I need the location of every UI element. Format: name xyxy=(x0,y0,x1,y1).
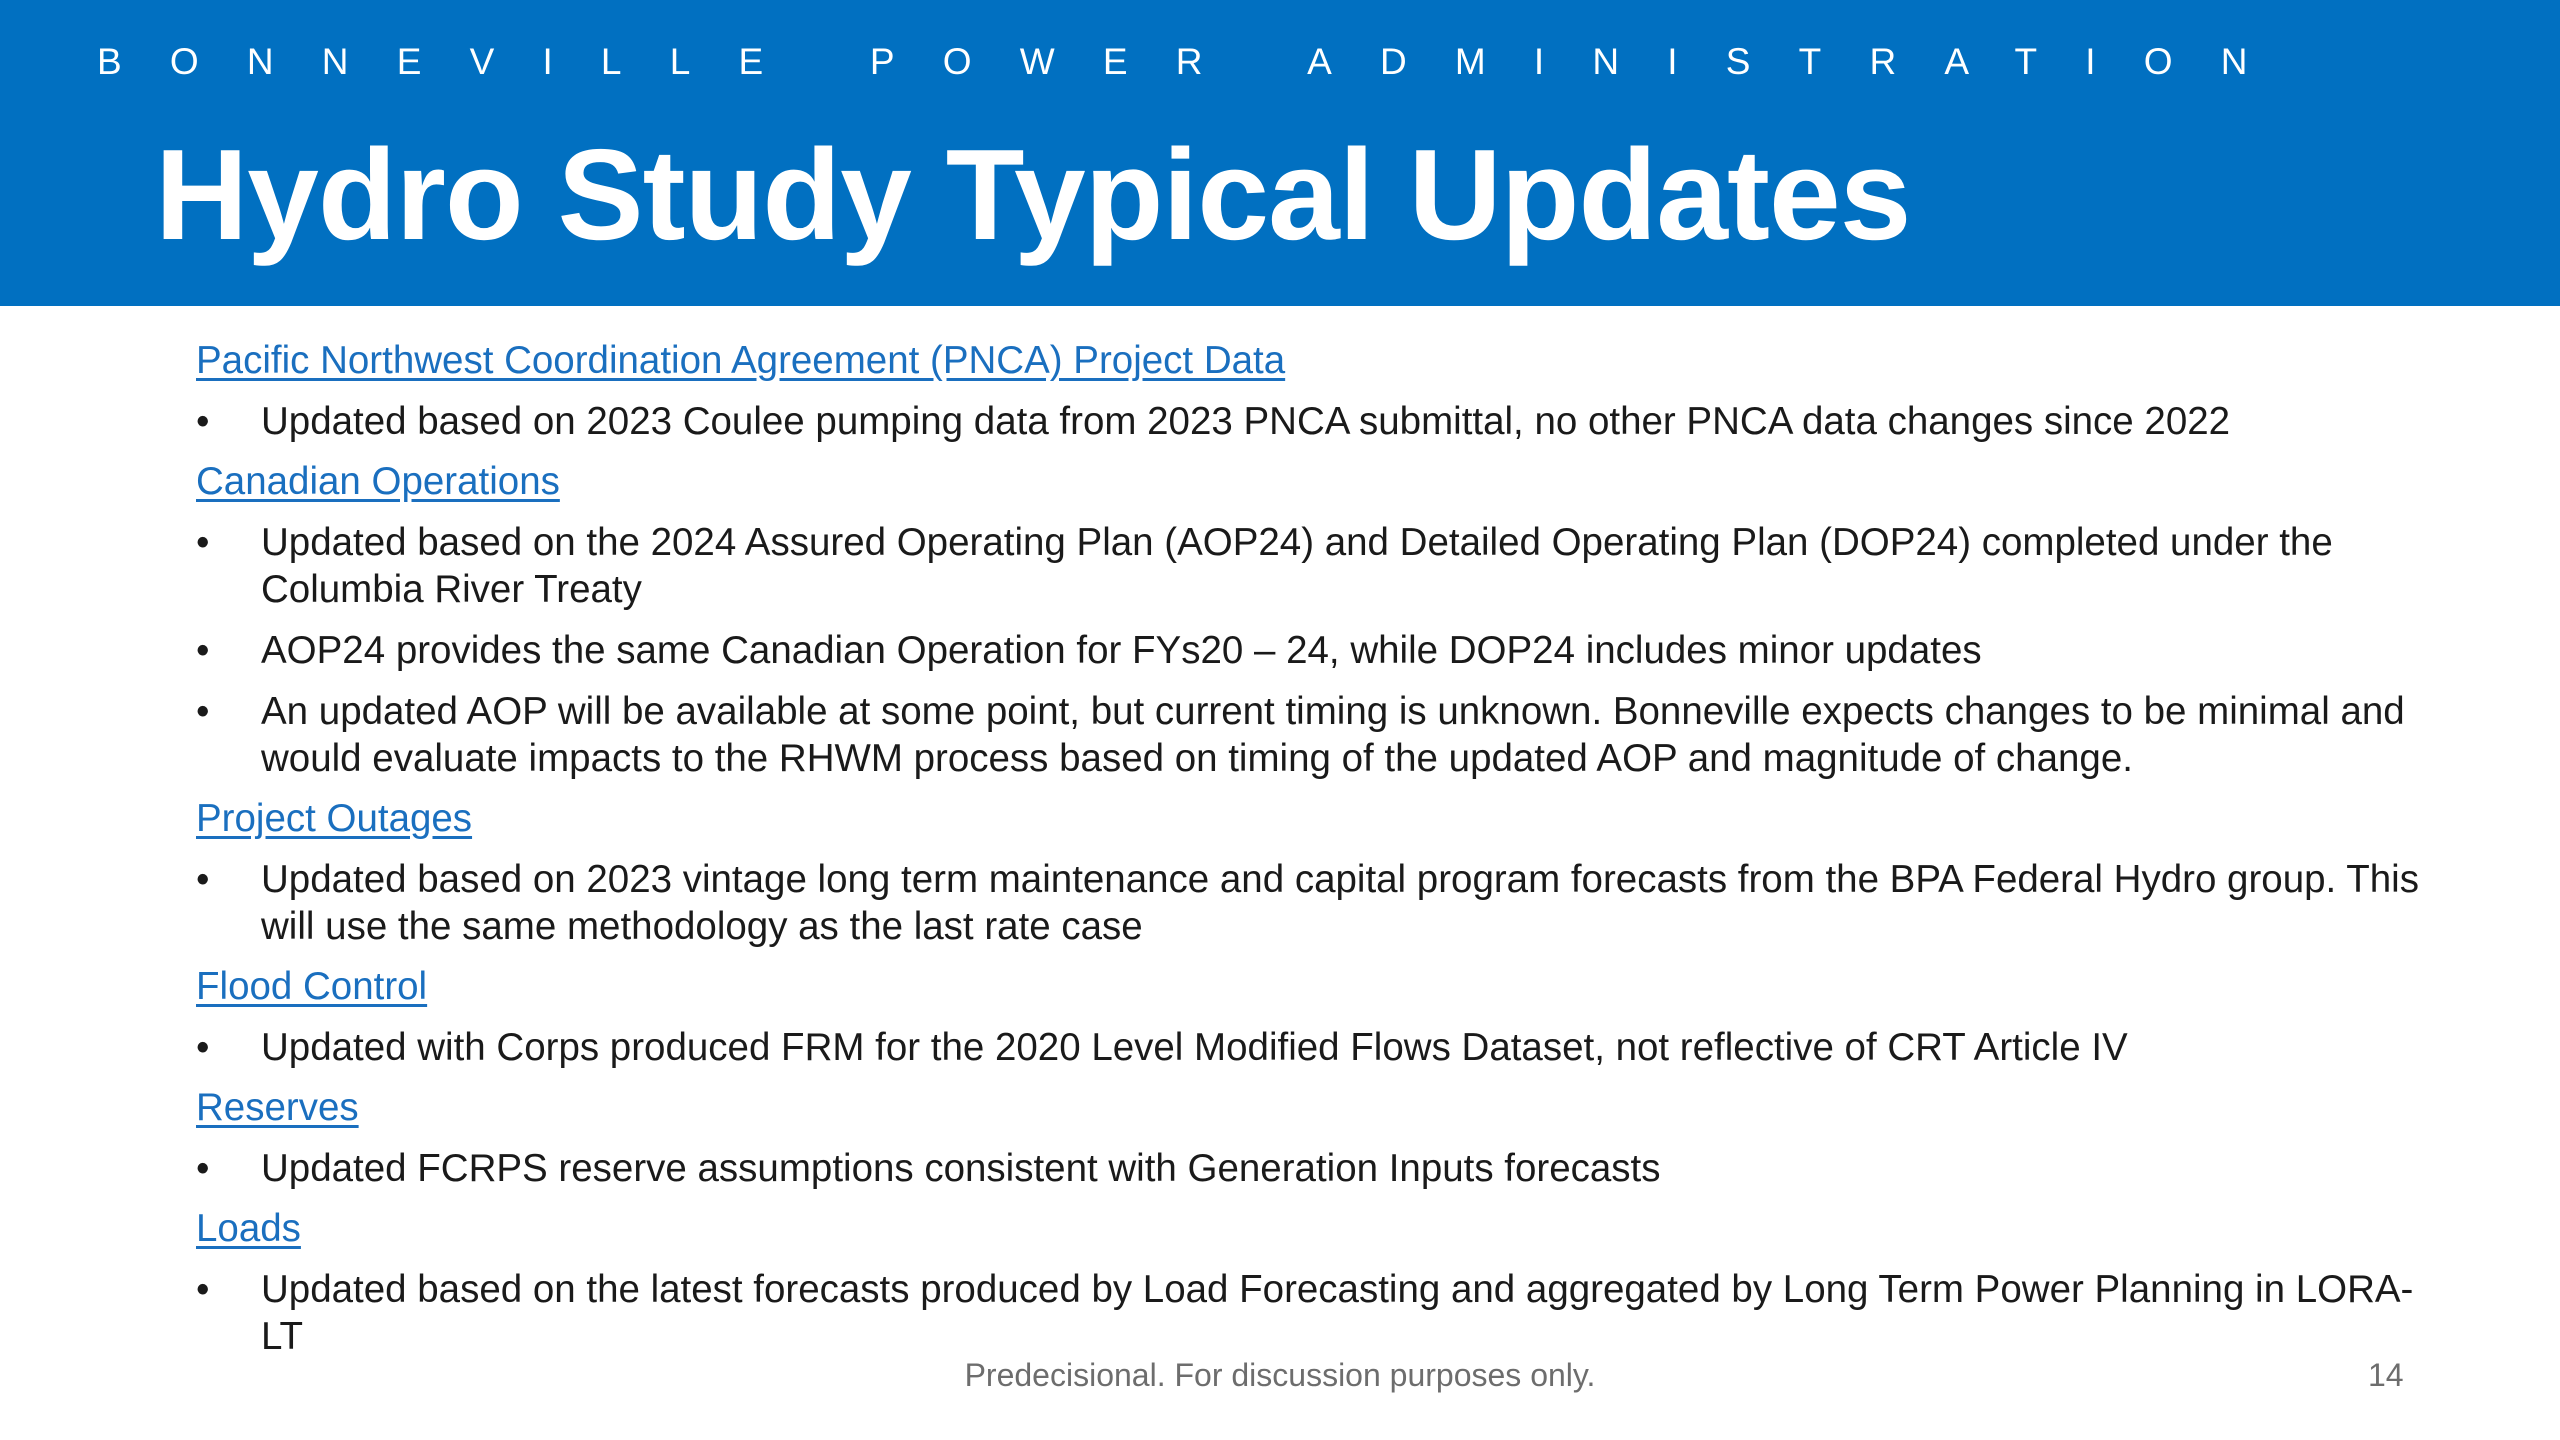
bullet-item: • Updated based on the 2024 Assured Operating Plan (AOP24) and Detailed Operating Plan (DOP24) completed under the Columbia River Treaty xyxy=(196,519,2436,613)
page-title: Hydro Study Typical Updates xyxy=(155,123,1911,267)
footer-disclaimer: Predecisional. For discussion purposes only. xyxy=(964,1357,1596,1393)
bullet-item: • Updated based on the latest forecasts produced by Load Forecasting and aggregated by Long Term Power Planning in LORA-LT xyxy=(196,1266,2436,1360)
bullet-list xyxy=(196,398,2436,445)
bullet-list xyxy=(196,1145,2436,1192)
bullet-list xyxy=(196,1266,2436,1360)
section-heading-project-outages[interactable]: Project Outages xyxy=(196,797,473,840)
page-number: 14 xyxy=(2368,1357,2404,1393)
section-heading-loads[interactable]: Loads xyxy=(196,1207,301,1250)
bullet-list xyxy=(196,519,2436,782)
bullet-item: • An updated AOP will be available at some point, but current timing is unknown. Bonneville expects changes to be minimal and would evaluate impacts to the RHWM process based on timing of the updated AOP and magnitude of change. xyxy=(196,688,2436,782)
header-banner xyxy=(0,0,2560,306)
bullet-list xyxy=(196,856,2436,950)
section-heading-canadian-operations[interactable]: Canadian Operations xyxy=(196,460,560,503)
bullet-item: • Updated FCRPS reserve assumptions consistent with Generation Inputs forecasts xyxy=(196,1145,2436,1192)
bullet-list xyxy=(196,1024,2436,1071)
bullet-item: • AOP24 provides the same Canadian Operation for FYs20 – 24, while DOP24 includes minor updates xyxy=(196,627,2436,674)
content-body xyxy=(196,338,2436,1374)
section-heading-pnca-project-data[interactable]: Pacific Northwest Coordination Agreement (PNCA) Project Data xyxy=(196,339,1286,382)
organization-name: BONNEVILLE POWER ADMINISTRATION xyxy=(97,41,2296,82)
section-heading-flood-control[interactable]: Flood Control xyxy=(196,965,428,1008)
bullet-item: • Updated based on 2023 vintage long term maintenance and capital program forecasts from the BPA Federal Hydro group. This will use the same methodology as the last rate case xyxy=(196,856,2436,950)
bullet-item: • Updated based on 2023 Coulee pumping data from 2023 PNCA submittal, no other PNCA data changes since 2022 xyxy=(196,398,2436,445)
bullet-item: • Updated with Corps produced FRM for the 2020 Level Modified Flows Dataset, not reflective of CRT Article IV xyxy=(196,1024,2436,1071)
section-heading-reserves[interactable]: Reserves xyxy=(196,1086,359,1129)
